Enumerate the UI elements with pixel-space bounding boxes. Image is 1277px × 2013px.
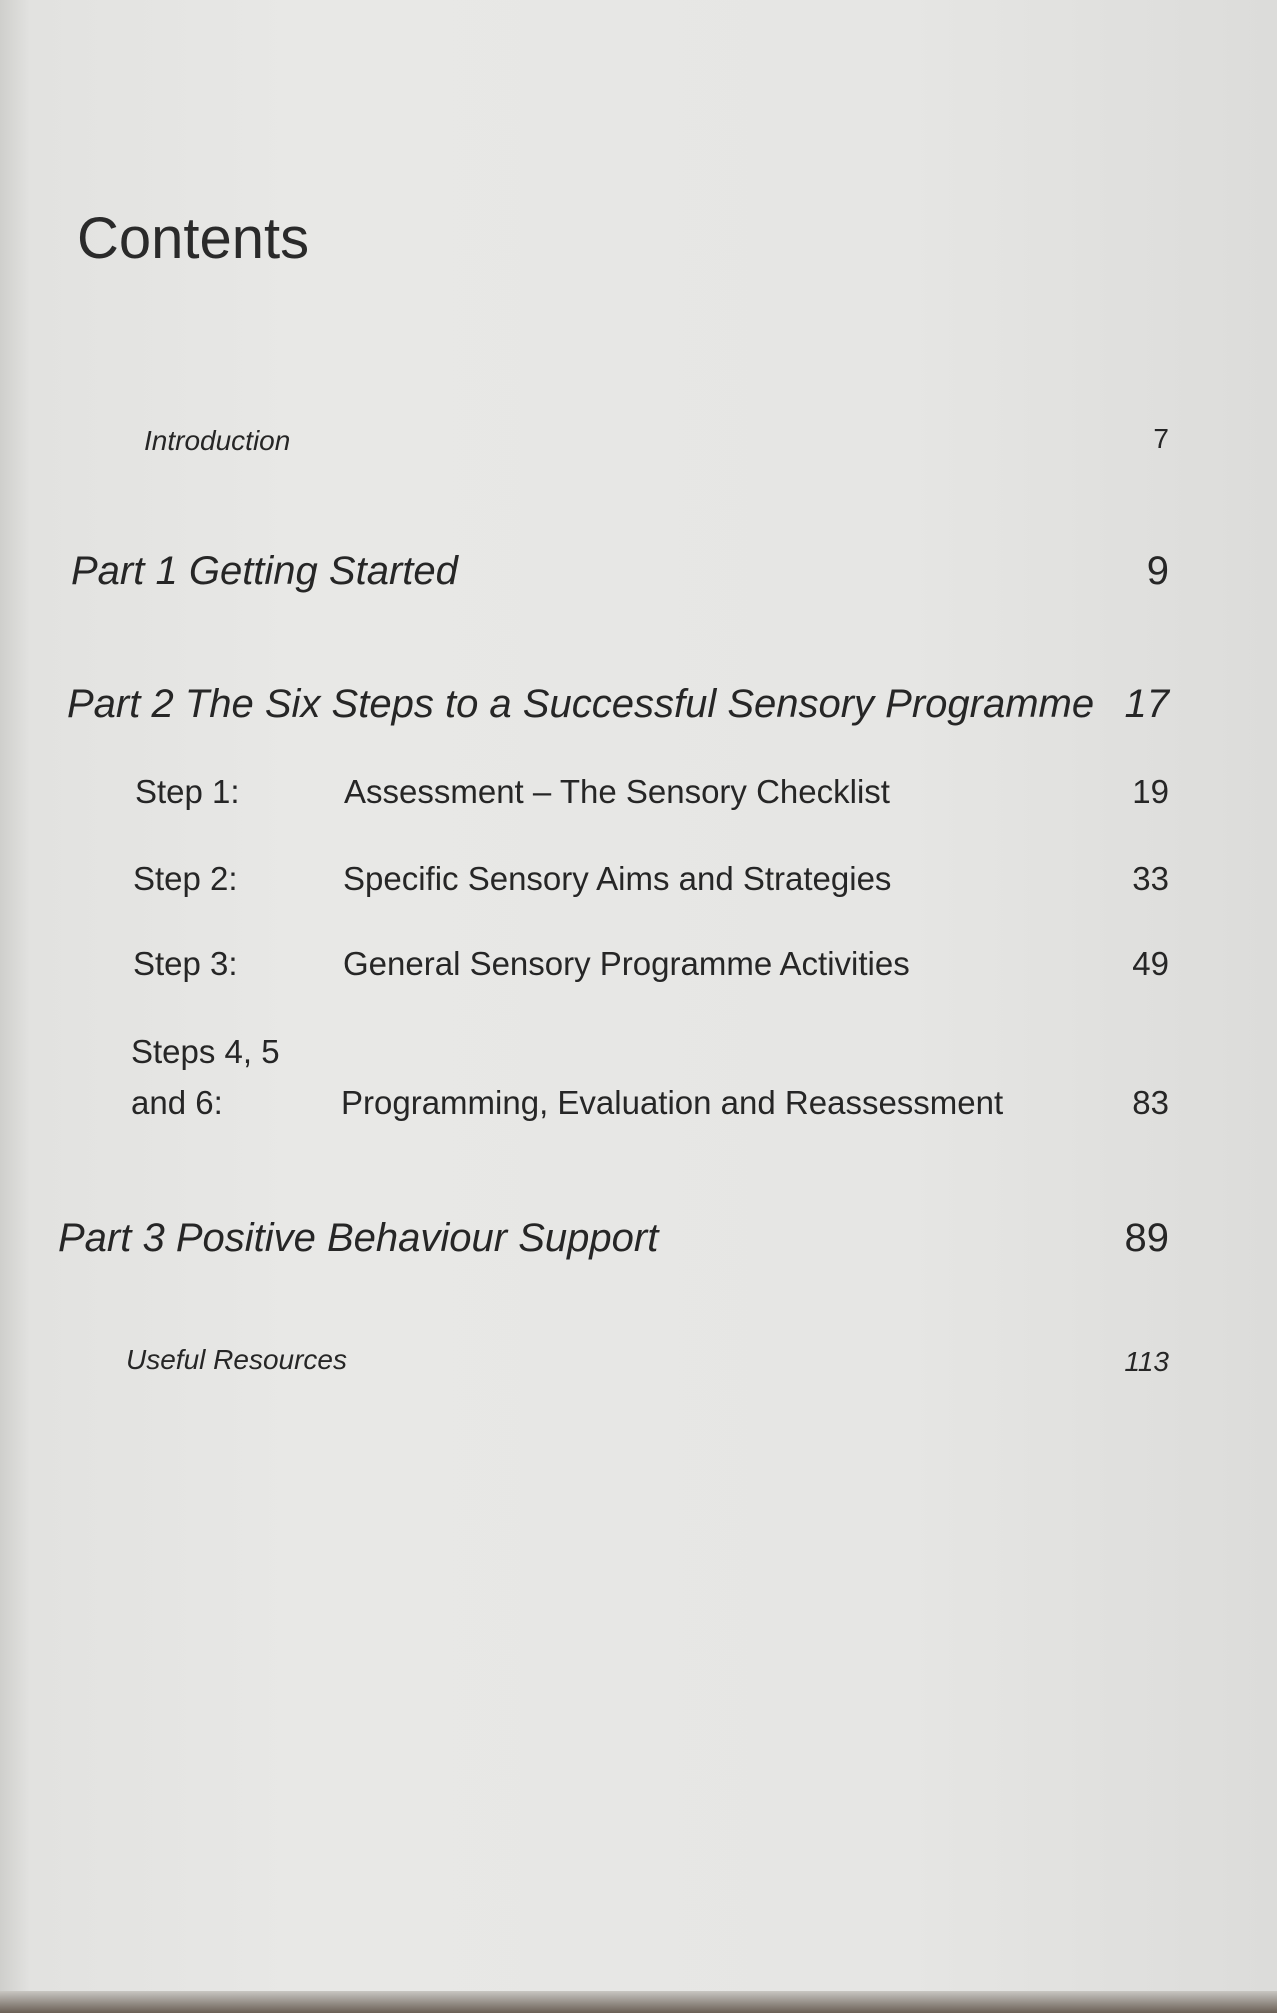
toc-step-2-number: Step 2: xyxy=(133,860,238,897)
toc-step-4-number-line1: Steps 4, 5 xyxy=(131,1033,280,1070)
page-title: Contents xyxy=(77,206,310,271)
toc-introduction-label: Introduction xyxy=(144,425,291,456)
toc-step-1-number: Step 1: xyxy=(135,773,240,810)
toc-introduction-page: 7 xyxy=(1153,423,1169,454)
toc-resources-label: Useful Resources xyxy=(126,1344,347,1375)
toc-part-3-page: 89 xyxy=(1124,1216,1169,1260)
page-bottom-edge xyxy=(0,1991,1277,2013)
toc-step-4-title: Programming, Evaluation and Reassessment xyxy=(341,1084,1004,1121)
toc-part-1-page: 9 xyxy=(1146,549,1169,593)
toc-part-2-page: 17 xyxy=(1124,682,1169,726)
toc-step-3-page: 49 xyxy=(1132,945,1169,982)
toc-step-2-page: 33 xyxy=(1132,860,1169,897)
toc-step-3-number: Step 3: xyxy=(133,945,238,982)
toc-part-1-label: Part 1 Getting Started xyxy=(71,549,458,593)
toc-part-3-label: Part 3 Positive Behaviour Support xyxy=(58,1216,659,1260)
toc-part-2-label: Part 2 The Six Steps to a Successful Sensory Programme xyxy=(67,682,1095,726)
toc-step-1-page: 19 xyxy=(1132,773,1169,810)
toc-step-4-number-line2: and 6: xyxy=(131,1084,223,1121)
toc-step-1-title: Assessment – The Sensory Checklist xyxy=(344,773,890,810)
toc-step-2-title: Specific Sensory Aims and Strategies xyxy=(343,860,892,897)
toc-step-3-title: General Sensory Programme Activities xyxy=(343,945,910,982)
toc-step-4-page: 83 xyxy=(1132,1084,1169,1121)
toc-resources-page: 113 xyxy=(1124,1346,1169,1377)
